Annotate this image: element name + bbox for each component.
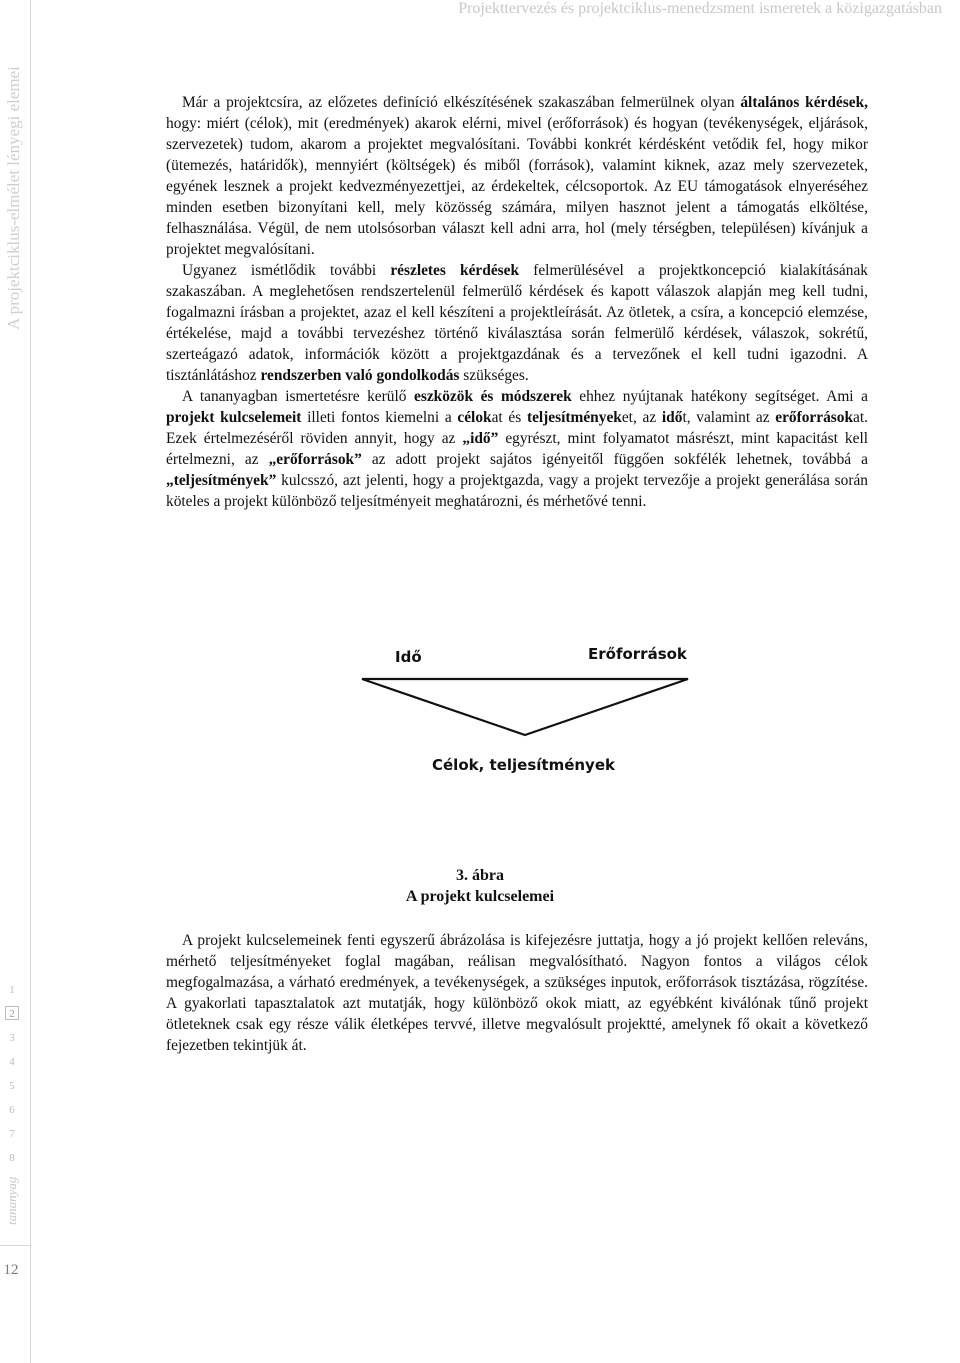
text-run: hogy: miért (célok), mit (eredmények) akarok elérni, mivel (erőforrások) és hogyan (tevékenységek, eljárások, szervezetek) tudom, akarom a projektet megvalósítani. További konkrét kérdésként vetődik fel, hogy mikor (ütemezés, határidők), mennyiért (költségek) és miből (források), valamint kiknek, azaz mely szervezetek, egyének lesznek a projekt kedvezményezettjei, az érdekeltek, célcsoportok. Az EU támogatások elnyeréséhez minden esetben bizonyítani kell, mely közösség számára, milyen hasznot jelent a támogatás elköltése, felhasználása. Végül, de nem utolsósorban választ kell adni arra, hol (mely térségben, településen) kívánjuk a projektet megvalósítani.	[166, 115, 868, 258]
chapter-index-item: 6	[9, 1104, 15, 1116]
figure-title: A projekt kulcselemei	[405, 888, 555, 905]
text-run: t, valamint az	[682, 409, 776, 426]
label-goals-outputs: Célok, teljesítmények	[432, 756, 615, 774]
text-run: at és	[491, 409, 527, 426]
label-resources: Erőforrások	[588, 645, 687, 663]
bold-term: idő	[661, 409, 683, 426]
chapter-index-item: 4	[9, 1056, 15, 1068]
chapter-index-item: 1	[9, 984, 15, 996]
page-corner-rule	[0, 1245, 30, 1246]
chapter-index-item: 3	[9, 1032, 15, 1044]
text-run: et, az	[621, 409, 662, 426]
text-run: A tananyagban ismertetésre kerülő	[182, 388, 415, 405]
chapter-index	[5, 982, 19, 1174]
text-run: kulcsszó, azt jelenti, hogy a projektgazda, vagy a projekt tervezője a projekt generálása során köteles a projekt különböző teljesítményeit meghatározni, és mérhetővé tenni.	[166, 472, 868, 510]
text-run: ehhez nyújtanak hatékony segítséget. Ami a	[571, 388, 868, 405]
chapter-index-item: 5	[9, 1080, 15, 1092]
bold-term: célok	[457, 409, 492, 426]
figure-number: 3. ábra	[456, 867, 504, 884]
sidebar-vertical-title: A projektciklus-elmélet lényegi elemei	[4, 66, 23, 330]
paragraph	[166, 260, 868, 386]
bold-term: rendszerben való gondolkodás	[260, 367, 460, 384]
chapter-index-item-current: 2	[5, 1006, 19, 1020]
running-header: Projekttervezés és projektciklus-menedzsment ismeretek a közigazgatásban	[458, 0, 942, 17]
bold-term: erőforrások	[775, 409, 854, 426]
chapter-index-item: 7	[9, 1128, 15, 1140]
text-run: Már a projektcsíra, az előzetes definíció elkészítésének szakaszában felmerülnek olyan	[182, 94, 741, 111]
bold-term: eszközök és módszerek	[414, 388, 572, 405]
body-text-after-figure	[166, 930, 868, 1056]
paragraph	[166, 930, 868, 1056]
bold-term: teljesítmények	[526, 409, 622, 426]
page-number: 12	[3, 1262, 19, 1278]
triangle-shape	[362, 679, 688, 735]
label-time: Idő	[395, 648, 422, 666]
bold-term: részletes kérdések	[390, 262, 520, 279]
paragraph	[166, 92, 868, 260]
bold-term: „idő”	[462, 430, 499, 447]
text-run: at. Ezek értelmezéséről röviden annyit, hogy az	[166, 409, 868, 447]
bold-term: általános kérdések,	[740, 94, 868, 111]
text-run: Ugyanez ismétlődik további	[182, 262, 391, 279]
text-run: A projekt kulcselemeinek fenti egyszerű ábrázolása is kifejezésre juttatja, hogy a jó projekt kellően releváns, mérhető teljesítményeket foglal magában, reálisan megvalósítható. Nagyon fontos a világos célok megfogalmazása, a várható eredmények, a tevékenységek, a szükséges inputok, erőforrások tisztázása, rögzítése. A gyakorlati tapasztalatok azt mutatják, hogy különböző okok miatt, az egyébként kiválónak tűnő projekt ötleteknek csak egy része válik életképes tervvé, illetve megvalósult projektté, amelynek fő okait a következő fejezetben tekintjük át.	[166, 932, 868, 1054]
text-run: felmerülésével a projektkoncepció kialakításának szakaszában. A meglehetősen rendszertelenül felmerülő kérdések és kapott válaszok alapján meg kell tudni, fogalmazni írásban a projektet, azaz el kell készíteni a projektleírását. Az ötletek, a csíra, a koncepció elemzése, értékelése, majd a további tervezéshez történő kiválasztása során felmerülő kérdések, válaszok, sokrétű, szerteágazó adatok, információk között a projektgazdának és a tervezőnek el kell tudni igazodni. A tisztánlátáshoz	[166, 262, 868, 384]
sidebar-tag: tananyag	[4, 1176, 19, 1225]
text-run: az adott projekt sajátos igényeitől függően sokfélék lehetnek, továbbá a	[361, 451, 868, 468]
bold-term: projekt kulcselemeit	[166, 409, 302, 426]
body-text	[166, 92, 868, 512]
bold-term: „erőforrások”	[268, 451, 362, 468]
sidebar-divider	[30, 0, 31, 1363]
text-run: szükséges.	[459, 367, 529, 384]
text-run: egyrészt, mint folyamatot másrészt, mint kapacitást kell értelmezni, az	[166, 430, 868, 468]
paragraph	[166, 386, 868, 512]
text-run: illeti fontos kiemelni a	[301, 409, 458, 426]
bold-term: „teljesítmények”	[166, 472, 277, 489]
chapter-index-item: 8	[9, 1152, 15, 1164]
